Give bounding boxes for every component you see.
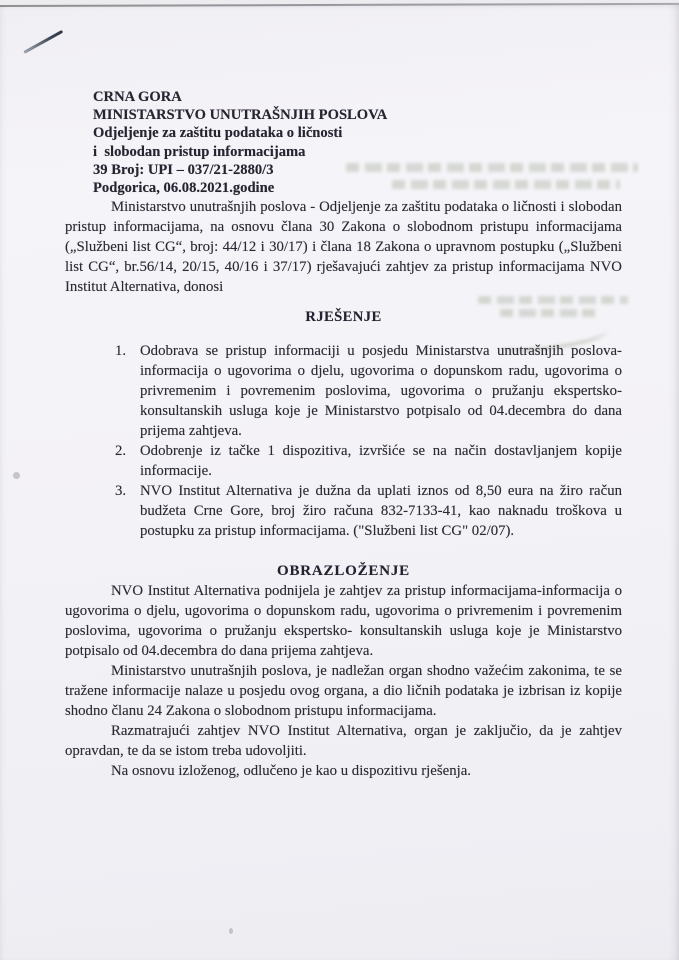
letterhead-place-date: Podgorica, 06.08.2021.godine (93, 180, 275, 197)
decision-item-1: Odobrava se pristup informaciji u posjedu Ministarstva unutrašnjih poslova-informacija o ugovorima o djelu, ugovorima o dopunskom radu, ugovorima o privremenim i povremenim poslovima, ugovorima o pružanju ekspertsko-konsultanskih usluga koje je Ministarstvo potpisalo od 04.decembra do dana prijema zahtjeva. (140, 343, 622, 440)
letterhead (93, 88, 622, 197)
ink-speck-2 (229, 928, 233, 934)
explanation-paragraph-4: Na osnovu izloženog, odlučeno je kao u dispozitivu rješenja. (111, 763, 471, 780)
explanation-heading: OBRAZLOŽENJE (277, 563, 410, 580)
document-content (65, 88, 622, 781)
ink-speck-1 (13, 472, 20, 479)
letterhead-country: CRNA GORA (93, 89, 182, 105)
letterhead-department-line2: i slobodan pristup informacijama (93, 143, 306, 160)
decision-heading: RJEŠENJE (305, 309, 382, 326)
letterhead-department-line1: Odjeljenje za zaštitu podataka o ličnosti (93, 125, 343, 142)
explanation-paragraph-2: Ministarstvo unutrašnjih poslova, je nadležan organ shodno važećim zakonima, te se tražene informacije nalaze u posjedu ovog organa, a dio ličnih podataka je izbrisan iz kopije shodno članu 24 Zakona o slobodnom pristupu informacijama. (65, 663, 622, 720)
letterhead-ministry: MINISTARSTVO UNUTRAŠNJIH POSLOVA (93, 107, 388, 124)
decision-item-2: Odobrenje iz tačke 1 dispozitiva, izvršiće se na način dostavljanjem kopije informacije. (140, 443, 622, 480)
explanation-paragraph-3: Razmatrajući zahtjev NVO Institut Alternativa, organ je zaključio, da je zahtjev opravdan, te da se istom treba udovoljiti. (65, 723, 622, 760)
pen-mark (23, 30, 63, 54)
letterhead-case-number: 39 Broj: UPI – 037/21-2880/3 (93, 161, 274, 178)
intro-paragraph: Ministarstvo unutrašnjih poslova - Odjeljenje za zaštitu podataka o ličnosti i slobodan pristup informacijama, na osnovu člana 30 Zakona o slobodnom pristupu informacijama („Službeni list CG“, broj: 44/12 i 30/17) i člana 18 Zakona o upravnom postupku („Službeni list CG“, br.56/14, 20/15, 40/16 i 37/17) rješavajući zahtjev za pristup informacijama NVO Institut Alternativa, donosi (65, 199, 622, 296)
decision-item-3: NVO Institut Alternativa je dužna da uplati iznos od 8,50 eura na žiro račun budžeta Crne Gore, broj žiro računa 832-7133-41, kao naknadu troškova u postupku za pristup informacijama. ("Službeni list CG" 02/07). (140, 483, 622, 540)
explanation-paragraph-1: NVO Institut Alternativa podnijela je zahtjev za pristup informacijama-informacija o ugovorima o djelu, ugovorima o dopunskom radu, ugovorima o privremenim i povremenim poslovima, ugovorima o pružanju ekspertsko- konsultanskih usluga koje je Ministarstvo potpisalo od 04.decembra do dana prijema zahtjeva. (65, 583, 622, 660)
decision-list (65, 341, 622, 541)
